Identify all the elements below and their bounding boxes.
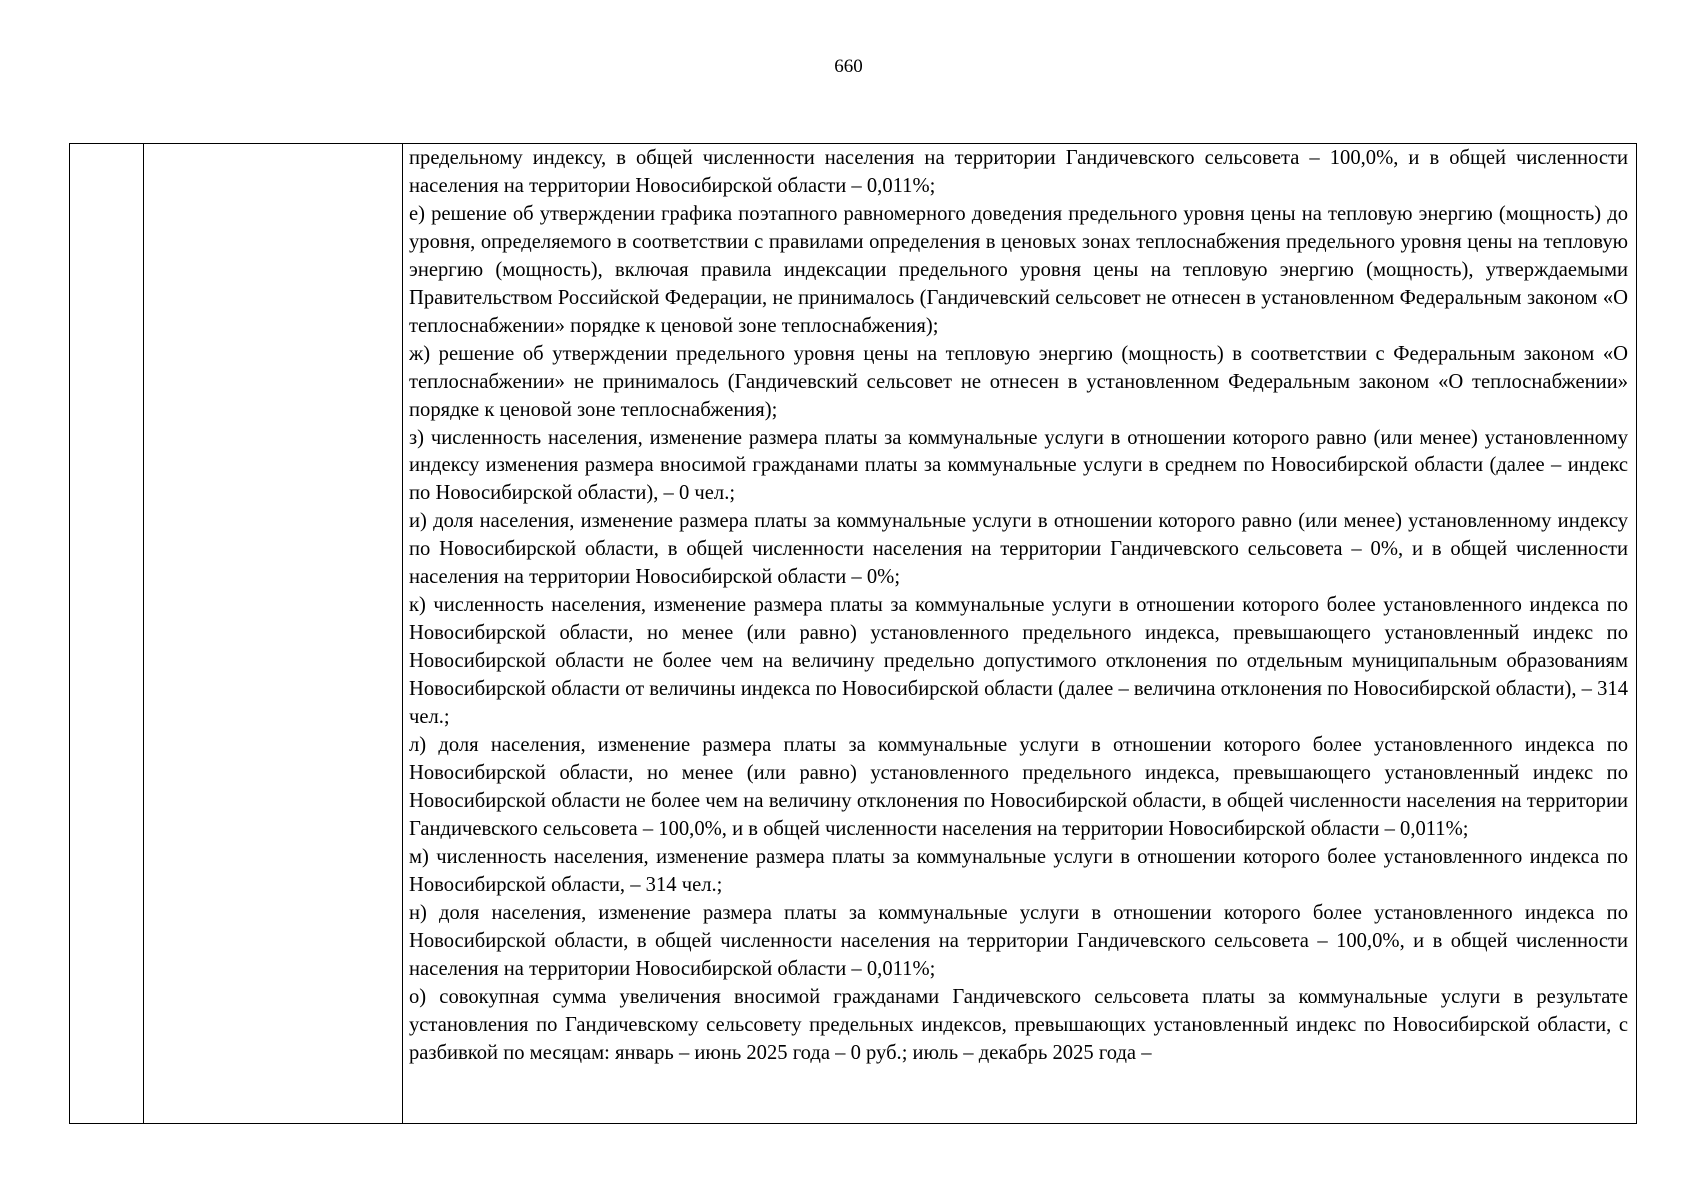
paragraph-continuation: предельному индексу, в общей численности населения на территории Гандичевского сельсовета – 100,0%, и в общей численности населения на территории Новосибирской области – 0,011%; [409, 147, 1628, 197]
paragraph-k: к) численность населения, изменение размера платы за коммунальные услуги в отношении которого более установленного индекса по Новосибирской области, но менее (или равно) установленного предельного индекса, превышающего установленный индекс по Новосибирской области не более чем на величину предельно допустимого отклонения по отдельным муниципальным образованиям Новосибирской области от величины индекса по Новосибирской области (далее – величина отклонения по Новосибирской области), – 314 чел.; [409, 594, 1628, 729]
paragraph-zh: ж) решение об утверждении предельного уровня цены на тепловую энергию (мощность) в соответствии с Федеральным законом «О теплоснабжении» не принималось (Гандичевский сельсовет не отнесен в установленном Федеральным законом «О теплоснабжении» порядке к ценовой зоне теплоснабжения); [409, 342, 1628, 421]
paragraph-z: з) численность населения, изменение размера платы за коммунальные услуги в отношении которого равно (или менее) установленному индексу изменения размера вносимой гражданами платы за коммунальные услуги в среднем по Новосибирской области (далее – индекс по Новосибирской области), – 0 чел.; [409, 426, 1628, 505]
column-divider [143, 144, 144, 1123]
document-table [69, 143, 1637, 1124]
table-text-cell [409, 145, 1628, 1122]
paragraph-i: и) доля населения, изменение размера платы за коммунальные услуги в отношении которого равно (или менее) установленному индексу по Новосибирской области, в общей численности населения на территории Гандичевского сельсовета – 0%, и в общей численности населения на территории Новосибирской области – 0%; [409, 510, 1628, 589]
paragraph-n: н) доля населения, изменение размера платы за коммунальные услуги в отношении которого более установленного индекса по Новосибирской области, в общей численности населения на территории Гандичевского сельсовета – 100,0%, и в общей численности населения на территории Новосибирской области – 0,011%; [409, 901, 1628, 980]
page-number: 660 [834, 56, 863, 77]
paragraph-o: о) совокупная сумма увеличения вносимой гражданами Гандичевского сельсовета платы за коммунальные услуги в результате установления по Гандичевскому сельсовету предельных индексов, превышающих установленный индекс по Новосибирской области, с разбивкой по месяцам: январь – июнь 2025 года – 0 руб.; июль – декабрь 2025 года – [409, 985, 1628, 1064]
paragraph-m: м) численность населения, изменение размера платы за коммунальные услуги в отношении которого более установленного индекса по Новосибирской области, – 314 чел.; [409, 845, 1628, 896]
paragraph-e: е) решение об утверждении графика поэтапного равномерного доведения предельного уровня цены на тепловую энергию (мощность) до уровня, определяемого в соответствии с правилами определения в ценовых зонах теплоснабжения предельного уровня цены на тепловую энергию (мощность), включая правила индексации предельного уровня цены на тепловую энергию (мощность), утверждаемыми Правительством Российской Федерации, не принималось (Гандичевский сельсовет не отнесен в установленном Федеральным законом «О теплоснабжении» порядке к ценовой зоне теплоснабжения); [409, 202, 1628, 337]
column-divider [402, 144, 403, 1123]
paragraph-l: л) доля населения, изменение размера платы за коммунальные услуги в отношении которого более установленного индекса по Новосибирской области, но менее (или равно) установленного предельного индекса, превышающего установленный индекс по Новосибирской области не более чем на величину отклонения по Новосибирской области, в общей численности населения на территории Гандичевского сельсовета – 100,0%, и в общей численности населения на территории Новосибирской области – 0,011%; [409, 734, 1628, 840]
